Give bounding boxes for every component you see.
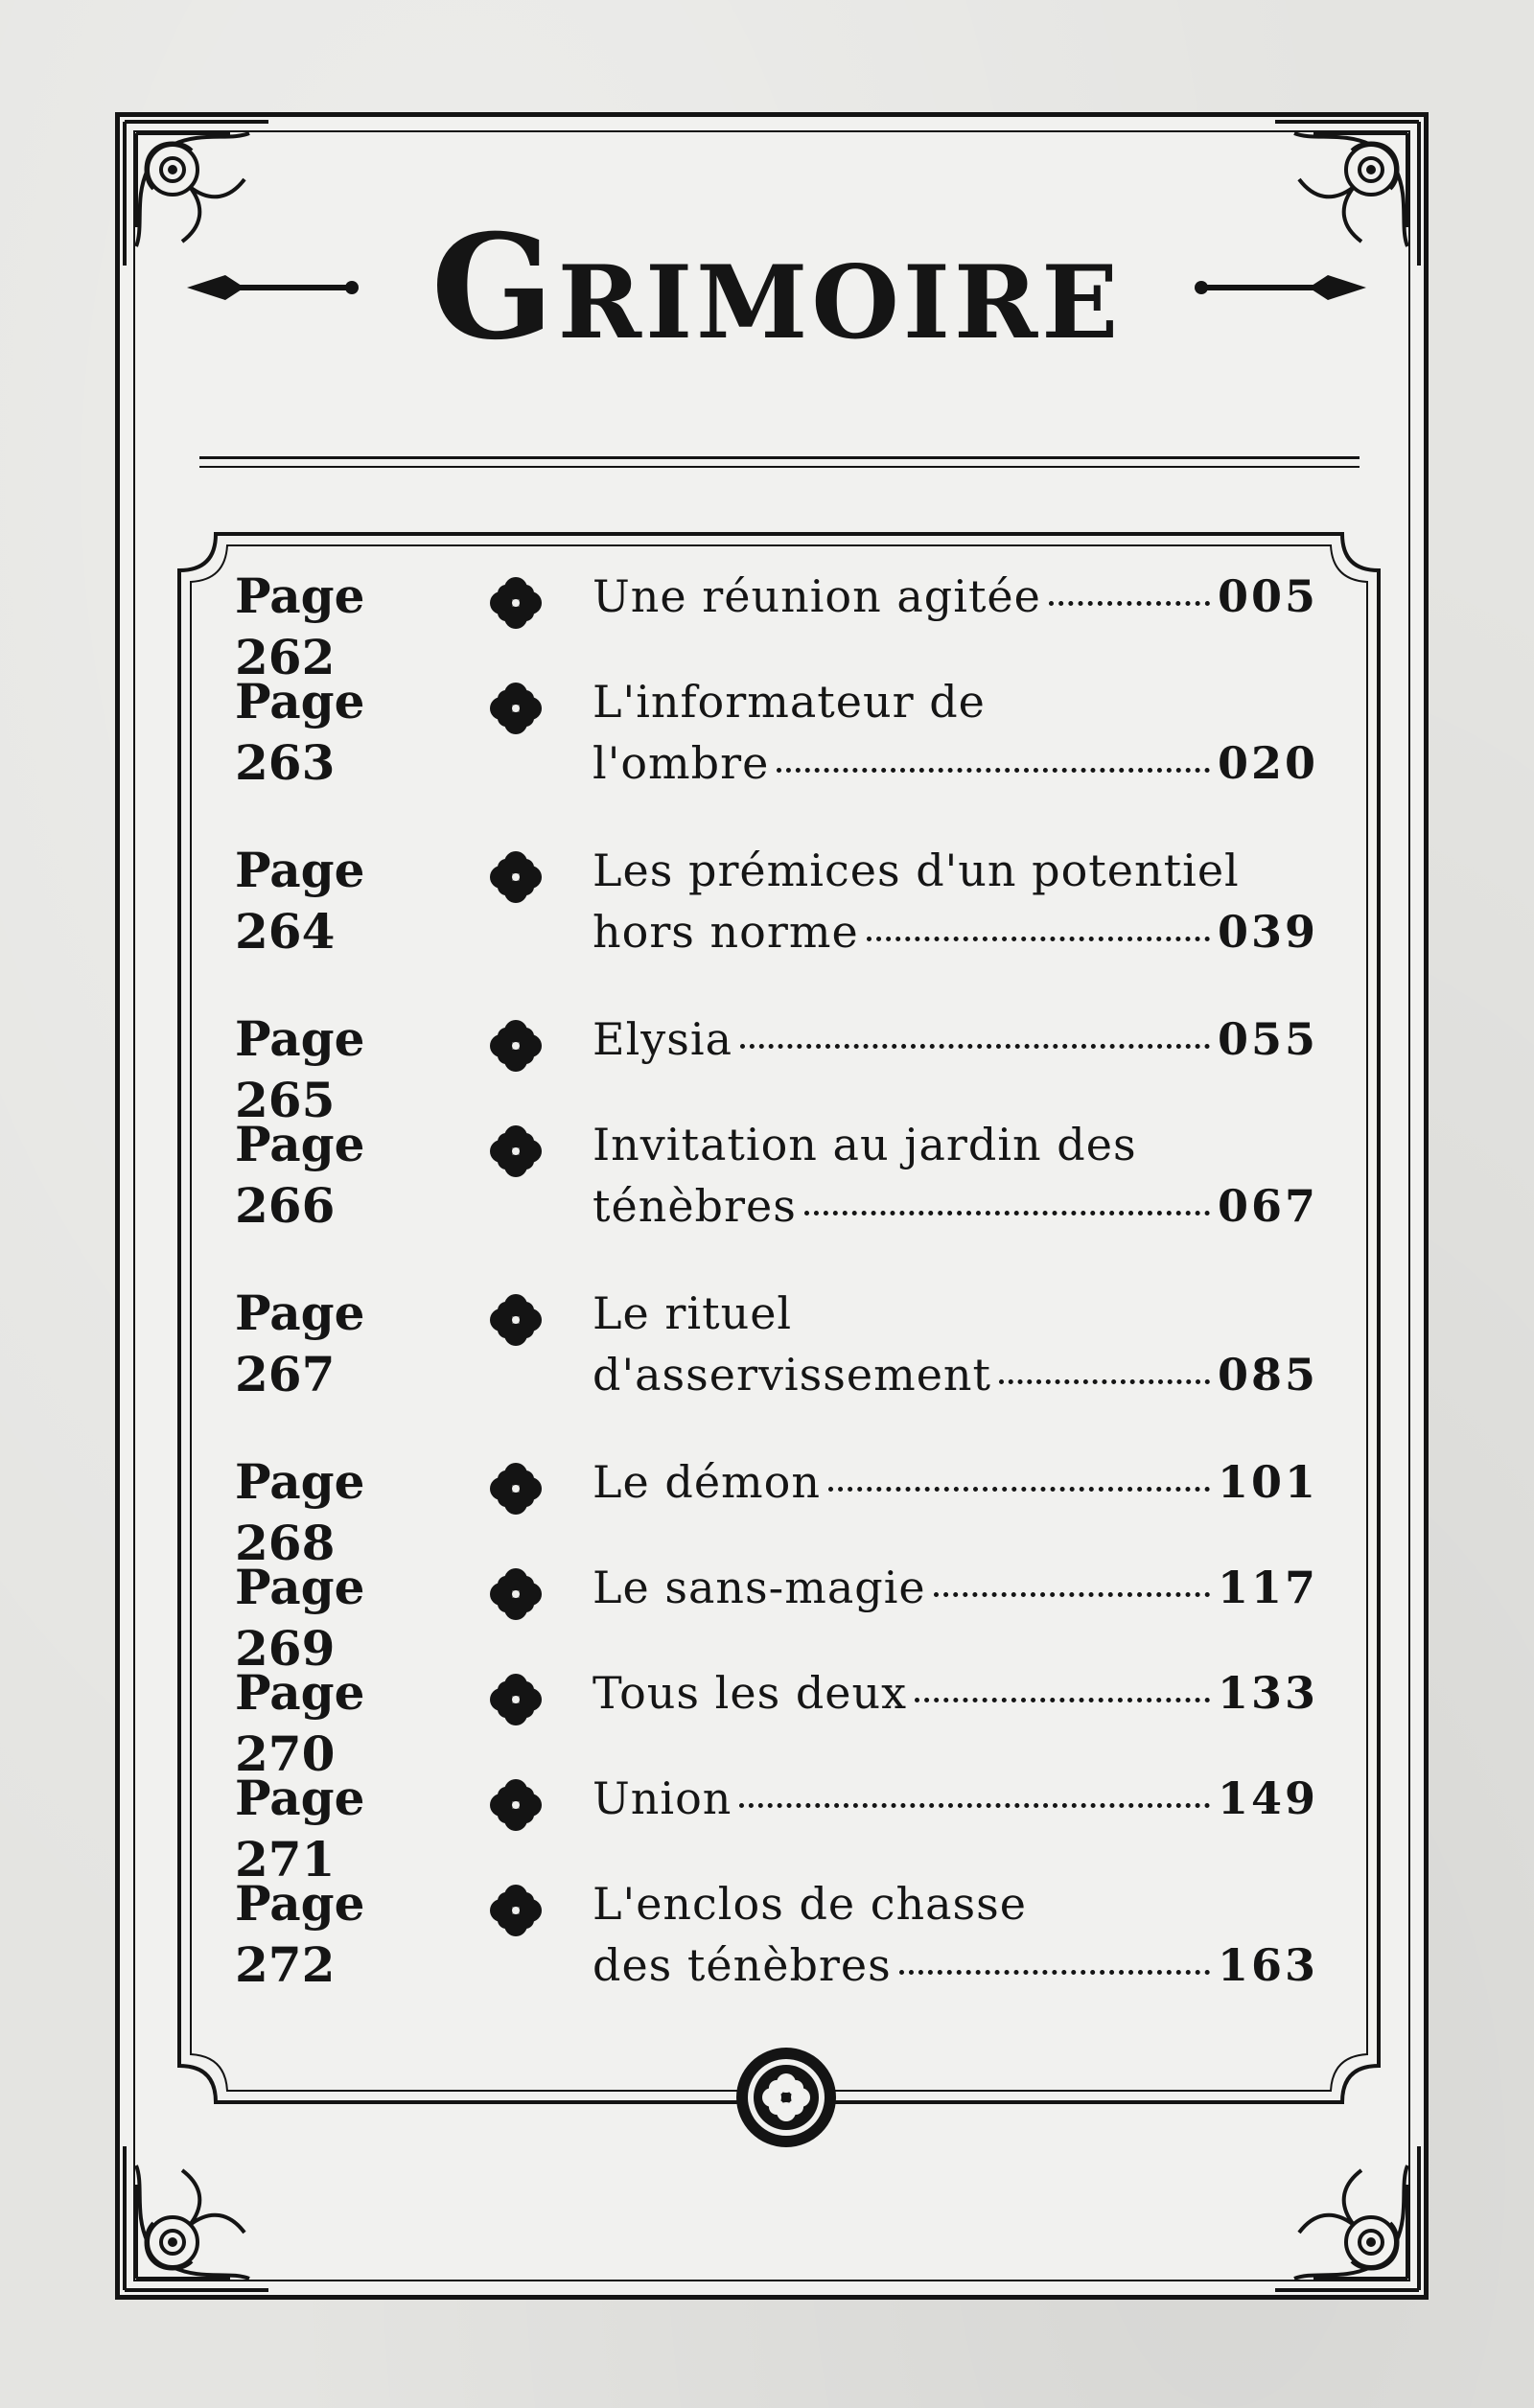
toc-title-text: Le sans-magie — [593, 1562, 926, 1613]
four-leaf-clover-icon — [486, 1122, 546, 1181]
table-of-contents — [235, 566, 1318, 2042]
toc-title-text: l'ombre — [593, 737, 770, 789]
toc-page-number: 149 — [1217, 1772, 1318, 1824]
page-title: Grimoire — [430, 203, 1123, 372]
four-leaf-clover-icon — [486, 1775, 546, 1835]
toc-entry[interactable] — [235, 566, 1318, 685]
toc-entry[interactable] — [235, 1451, 1318, 1571]
dot-leader — [867, 937, 1210, 941]
toc-entry[interactable] — [235, 1557, 1318, 1677]
toc-title-text: Elysia — [593, 1013, 733, 1065]
ornament-corner-icon — [1266, 2137, 1429, 2300]
toc-page-number: 117 — [1217, 1562, 1318, 1613]
four-leaf-clover-icon — [486, 1290, 546, 1350]
title-rule — [199, 456, 1360, 459]
toc-page-number: 055 — [1217, 1013, 1318, 1065]
dot-leader — [915, 1698, 1210, 1702]
four-leaf-clover-icon — [486, 679, 546, 738]
toc-title-text: L'enclos de chasse — [593, 1878, 1027, 1930]
toc-chapter-label: Page 269 — [235, 1559, 365, 1677]
toc-entry[interactable] — [235, 1768, 1318, 1887]
toc-title-text: L'informateur de — [593, 676, 986, 728]
dot-leader — [804, 1211, 1210, 1216]
toc-entry[interactable] — [235, 1283, 1318, 1451]
toc-title-text: Invitation au jardin des — [593, 1119, 1137, 1170]
four-leaf-clover-icon — [486, 573, 546, 633]
toc-title-text: Le démon — [593, 1456, 821, 1508]
toc-entry[interactable] — [235, 671, 1318, 840]
toc-chapter-label: Page 264 — [235, 842, 365, 960]
flourish-icon — [1194, 254, 1366, 321]
dot-leader — [899, 1970, 1210, 1975]
toc-chapter-label: Page 263 — [235, 673, 365, 791]
toc-entry[interactable] — [235, 1114, 1318, 1283]
toc-title-text: Les prémices d'un potentiel — [593, 845, 1240, 896]
toc-chapter-label: Page 268 — [235, 1453, 365, 1571]
toc-page-number: 020 — [1217, 737, 1318, 789]
toc-chapter-label: Page 272 — [235, 1875, 365, 1993]
toc-page-number: 133 — [1217, 1667, 1318, 1719]
toc-page-number: 039 — [1217, 906, 1318, 958]
clover-medallion-icon — [733, 2045, 839, 2150]
toc-title-text: des ténèbres — [593, 1939, 892, 1991]
four-leaf-clover-icon — [486, 1670, 546, 1729]
toc-chapter-label: Page 267 — [235, 1285, 365, 1402]
four-leaf-clover-icon — [486, 1564, 546, 1624]
toc-entry[interactable] — [235, 1873, 1318, 2042]
toc-page-number: 085 — [1217, 1349, 1318, 1401]
toc-entry[interactable] — [235, 1662, 1318, 1782]
four-leaf-clover-icon — [486, 1881, 546, 1940]
toc-chapter-label: Page 270 — [235, 1664, 365, 1782]
dot-leader — [934, 1592, 1210, 1597]
toc-title-text: Union — [593, 1772, 732, 1824]
toc-title-text: hors norme — [593, 906, 859, 958]
toc-page-number: 005 — [1217, 570, 1318, 622]
toc-chapter-label: Page 265 — [235, 1010, 365, 1128]
toc-entry[interactable] — [235, 1008, 1318, 1128]
toc-entry[interactable] — [235, 840, 1318, 1008]
toc-chapter-label: Page 266 — [235, 1116, 365, 1234]
dot-leader — [739, 1803, 1210, 1808]
four-leaf-clover-icon — [486, 1016, 546, 1076]
dot-leader — [999, 1379, 1210, 1384]
toc-chapter-label: Page 271 — [235, 1770, 365, 1887]
toc-title-text: ténèbres — [593, 1180, 797, 1232]
toc-title-text: Le rituel — [593, 1287, 793, 1339]
dot-leader — [828, 1487, 1210, 1492]
title-row — [187, 197, 1366, 379]
toc-page-number: 067 — [1217, 1180, 1318, 1232]
four-leaf-clover-icon — [486, 1459, 546, 1518]
toc-page-number: 163 — [1217, 1939, 1318, 1991]
toc-title-text: Tous les deux — [593, 1667, 908, 1719]
dot-leader — [777, 768, 1210, 773]
toc-title-text: d'asservissement — [593, 1349, 992, 1401]
four-leaf-clover-icon — [486, 847, 546, 907]
toc-chapter-label: Page 262 — [235, 567, 365, 685]
title-rule — [199, 466, 1360, 468]
dot-leader — [1049, 601, 1210, 606]
toc-title-text: Une réunion agitée — [593, 570, 1041, 622]
dot-leader — [740, 1044, 1210, 1049]
toc-page-number: 101 — [1217, 1456, 1318, 1508]
ornament-corner-icon — [115, 2137, 278, 2300]
